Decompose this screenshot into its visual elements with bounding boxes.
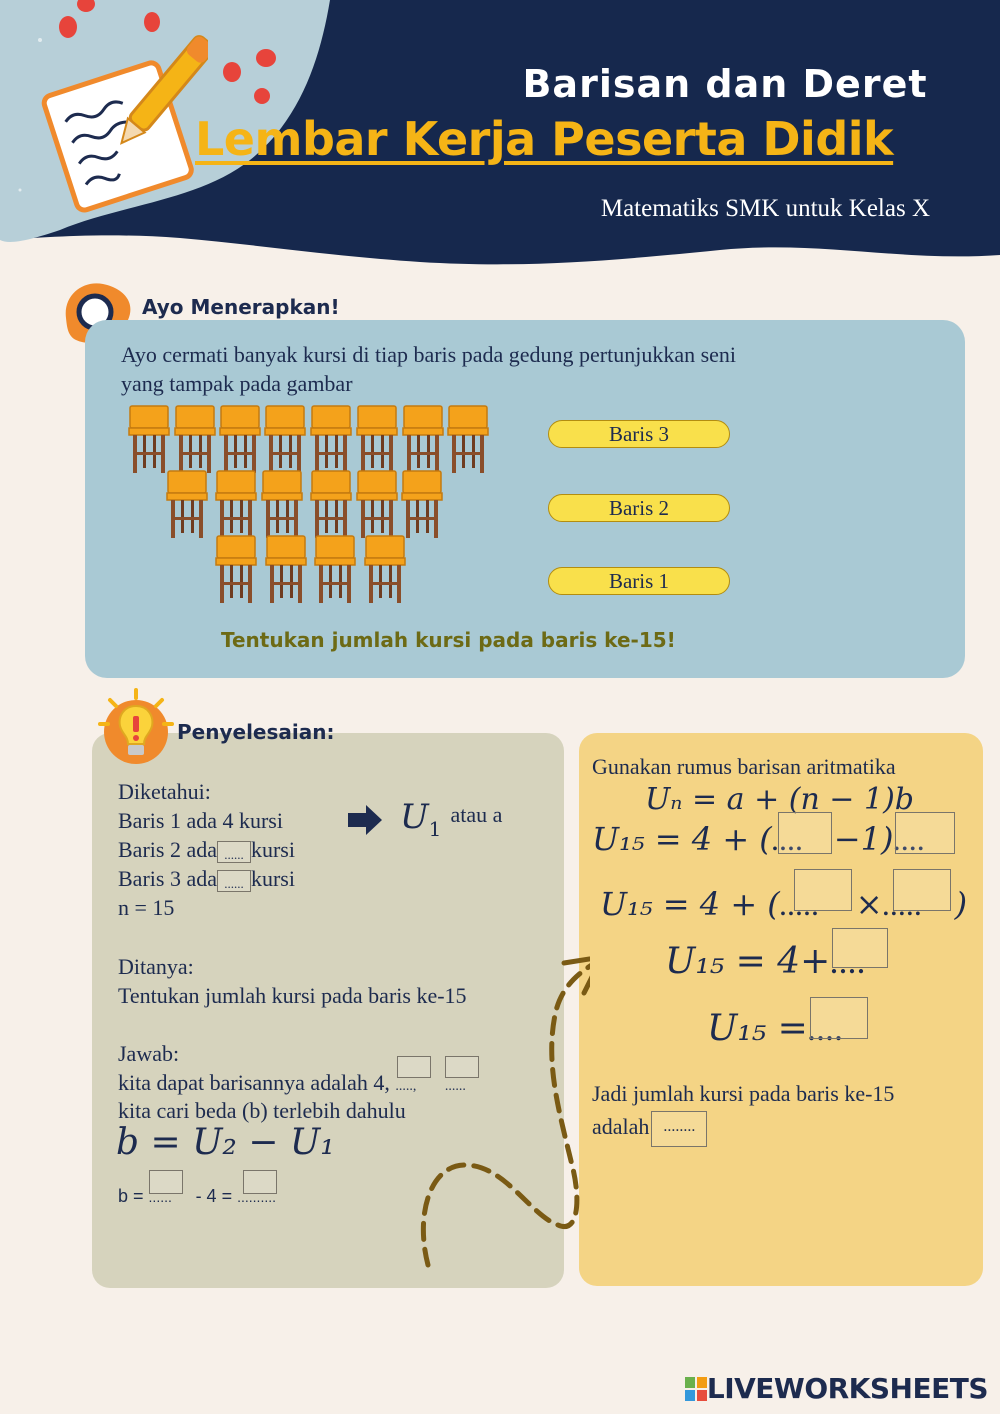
chair-row-1 (216, 536, 405, 603)
conclusion-line-1: Jadi jumlah kursi pada baris ke-15 (592, 1081, 895, 1106)
asked-text: Tentukan jumlah kursi pada baris ke-15 (118, 983, 467, 1008)
formula-step-2: U₁₅ = 4 + ( ..... × ..... ) (600, 885, 967, 923)
formula-step-3: U₁₅ = 4+ .... (665, 940, 894, 982)
formula-step-1: U₁₅ = 4 + ( .... −1) .... (592, 820, 955, 858)
row-label-2: Baris 2 (548, 494, 730, 522)
formula-intro: Gunakan rumus barisan aritmatika (592, 754, 896, 779)
n-value: n = 15 (118, 895, 175, 920)
chair-row-3 (129, 406, 488, 473)
step1-box-1[interactable] (778, 812, 832, 854)
b-calculation: b = ...... - 4 = .......... (118, 1186, 297, 1207)
conclusion-box[interactable]: ........ (651, 1111, 707, 1147)
row-label-3: Baris 3 (548, 420, 730, 448)
notebook-pen-icon (28, 28, 208, 213)
topic-title: Barisan dan Deret (522, 62, 928, 106)
answer-label: Jawab: (118, 1041, 180, 1066)
asked-label: Ditanya: (118, 954, 194, 979)
general-formula: Uₙ = a + (n − 1)b (645, 782, 914, 817)
lightbulb-icon (96, 688, 178, 770)
chairs-illustration (120, 400, 500, 605)
arrow-right-icon (346, 803, 384, 837)
u1-note: U1 atau a (400, 797, 503, 841)
sequence-line: kita dapat barisannya adalah 4, ....., ...... (118, 1070, 483, 1096)
known-row-1: Baris 1 ada 4 kursi (118, 808, 283, 833)
step1-box-2[interactable] (895, 812, 955, 854)
step2-box-1[interactable] (794, 869, 852, 911)
step2-box-2[interactable] (893, 869, 951, 911)
known-label: Diketahui: (118, 779, 211, 804)
chair-row-2 (167, 471, 442, 538)
answer-box-row3[interactable]: ...... (217, 870, 251, 892)
b-formula: b = U₂ − U₁ (116, 1122, 335, 1163)
dashed-arrow-icon (410, 945, 590, 1275)
known-row-3: Baris 3 ada ...... kursi (118, 866, 295, 891)
b-box-1[interactable] (149, 1170, 183, 1194)
apply-heading: Ayo Menerapkan! (142, 295, 340, 319)
step3-box[interactable] (832, 928, 888, 968)
b-box-2[interactable] (243, 1170, 277, 1194)
page-subtitle: Matematiks SMK untuk Kelas X (600, 195, 930, 222)
formula-step-4: U₁₅ = .... (707, 1007, 870, 1049)
liveworksheets-logo: LIVEWORKSHEETS (685, 1372, 988, 1405)
conclusion-line-2: adalah ........ (592, 1111, 707, 1147)
solution-heading: Penyelesaian: (177, 720, 335, 744)
answer-u15-box[interactable] (810, 997, 868, 1039)
instruction-line-1: Ayo cermati banyak kursi di tiap baris pada gedung pertunjukkan seni (121, 342, 737, 367)
page-title: Lembar Kerja Peserta Didik (195, 112, 894, 166)
known-row-2: Baris 2 ada ...... kursi (118, 837, 295, 862)
answer-box-row2[interactable]: ...... (217, 841, 251, 863)
liveworksheets-badge-icon (685, 1377, 707, 1401)
difference-text: kita cari beda (b) terlebih dahulu (118, 1098, 406, 1123)
task-question: Tentukan jumlah kursi pada baris ke-15! (221, 628, 676, 652)
row-label-1: Baris 1 (548, 567, 730, 595)
instruction-line-2: yang tampak pada gambar (121, 371, 353, 396)
